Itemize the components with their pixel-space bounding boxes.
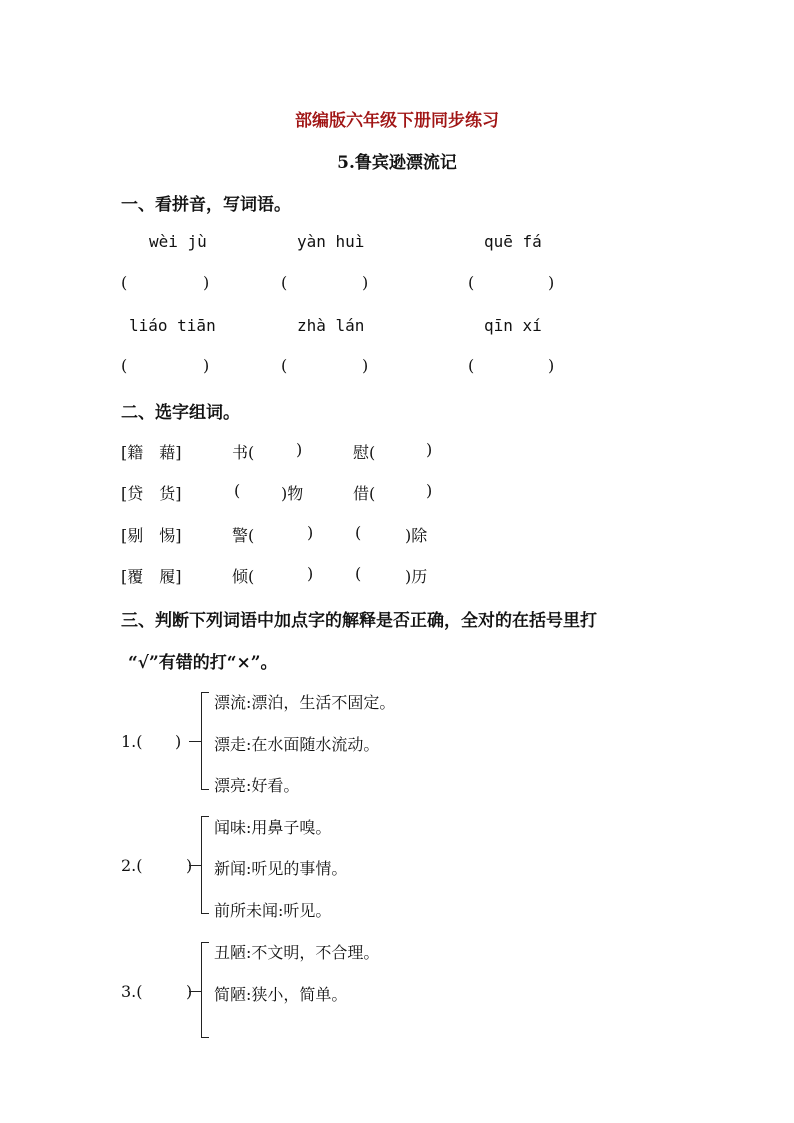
definition-line: 简陋:狭小，简单。 (214, 985, 348, 1004)
char-choice: [贷 货] (121, 484, 182, 503)
section2-heading: 二、选字组词。 (121, 403, 240, 423)
blank-suffix: )历 (405, 567, 428, 586)
definition-line: 漂走:在水面随水流动。 (214, 735, 380, 754)
blank-suffix: ) (296, 440, 303, 459)
answer-blank-close: ) (548, 273, 555, 292)
pinyin-2: yàn huì (297, 232, 365, 251)
definition-line: 前所未闻:听见。 (214, 901, 332, 920)
definition-line: 丑陋:不文明，不合理。 (214, 943, 380, 962)
answer-blank-close: ) (548, 356, 555, 375)
blank-suffix: ) (307, 564, 314, 583)
question-answer-close: ) (186, 856, 193, 875)
char-choice: [覆 履] (121, 567, 182, 586)
pinyin-4: liáo tiān (129, 316, 216, 335)
section3-heading-cont: “√”有错的打“×”。 (128, 653, 278, 673)
section3-heading: 三、判断下列词语中加点字的解释是否正确，全对的在括号里打 (121, 611, 597, 631)
answer-blank-open: ( (121, 356, 128, 375)
blank-prefix: ( (355, 564, 362, 583)
answer-blank-close: ) (362, 356, 369, 375)
definition-line: 闻味:用鼻子嗅。 (214, 818, 332, 837)
blank-suffix: )物 (281, 484, 304, 503)
question-answer-close: ) (175, 732, 182, 751)
answer-blank-close: ) (203, 356, 210, 375)
blank-prefix: 警( (232, 526, 255, 545)
blank-suffix: ) (426, 481, 433, 500)
pinyin-5: zhà lán (297, 316, 365, 335)
question-number: 2.( (121, 856, 143, 875)
lesson-title: 5.鲁宾逊漂流记 (337, 153, 457, 173)
question-number: 3.( (121, 982, 143, 1001)
answer-blank-close: ) (203, 273, 210, 292)
blank-prefix: 倾( (232, 567, 255, 586)
blank-prefix: ( (234, 481, 241, 500)
blank-suffix: )除 (405, 526, 428, 545)
grouping-brace (201, 692, 202, 790)
char-choice: [剔 惕] (121, 526, 182, 545)
blank-prefix: 借( (353, 484, 376, 503)
question-answer-close: ) (186, 982, 193, 1001)
pinyin-3: quē fá (484, 232, 542, 251)
definition-line: 漂流:漂泊，生活不固定。 (214, 693, 396, 712)
definition-line: 新闻:听见的事情。 (214, 859, 348, 878)
answer-blank-open: ( (281, 273, 288, 292)
question-number: 1.( (121, 732, 143, 751)
blank-suffix: ) (426, 440, 433, 459)
blank-prefix: 慰( (353, 443, 376, 462)
char-choice: [籍 藉] (121, 443, 182, 462)
worksheet-title: 部编版六年级下册同步练习 (295, 111, 499, 131)
answer-blank-close: ) (362, 273, 369, 292)
answer-blank-open: ( (281, 356, 288, 375)
answer-blank-open: ( (468, 273, 475, 292)
answer-blank-open: ( (468, 356, 475, 375)
answer-blank-open: ( (121, 273, 128, 292)
blank-prefix: ( (355, 523, 362, 542)
pinyin-1: wèi jù (149, 232, 207, 251)
definition-line: 漂亮:好看。 (214, 776, 300, 795)
grouping-brace (201, 816, 202, 914)
blank-prefix: 书( (232, 443, 255, 462)
section1-heading: 一、看拼音，写词语。 (121, 195, 291, 215)
grouping-brace (201, 942, 202, 1038)
pinyin-6: qīn xí (484, 316, 542, 335)
blank-suffix: ) (307, 523, 314, 542)
